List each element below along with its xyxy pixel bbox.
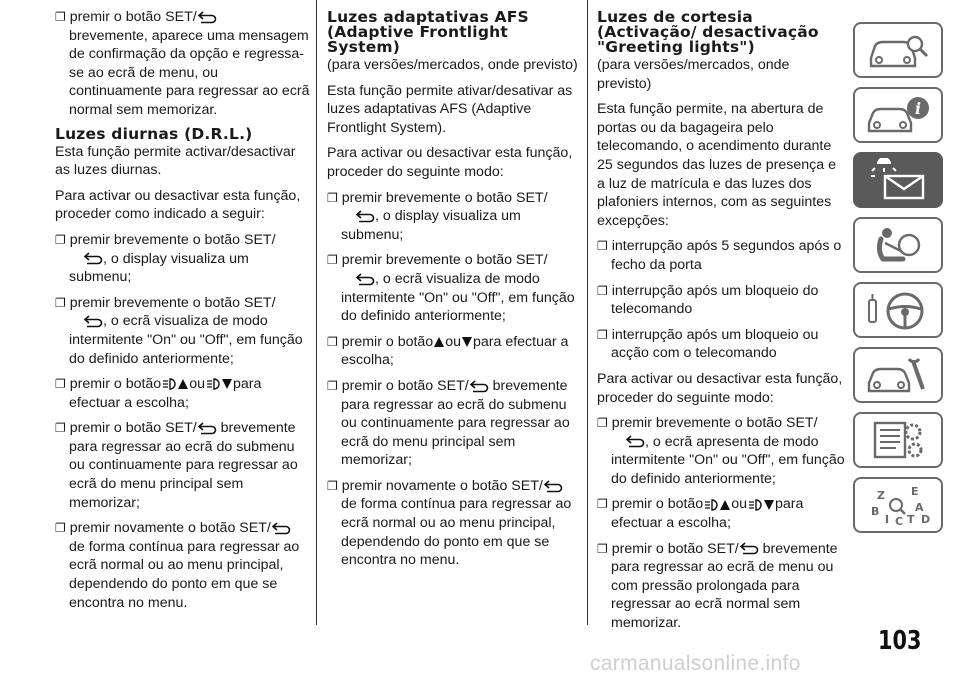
item-text: premir o botão SET/ [69, 420, 197, 437]
item-text: de forma contínua para regressar ao ecrã normal ou ao menu principal, dependendo do ponto em que se encontra no menu. [341, 496, 572, 569]
bullet-glyph: ❐ [327, 334, 338, 349]
tab-car-search[interactable] [853, 22, 943, 78]
list-item [327, 477, 582, 570]
section-subtitle: (para versões/mercados, onde previsto) [597, 57, 790, 92]
item-text: premir o botão SET/ [611, 540, 739, 557]
svg-text:I: I [885, 513, 890, 526]
return-arrow-icon [355, 273, 375, 286]
item-text: premir brevemente o botão SET/ [69, 231, 276, 248]
item-text: premir o botão [341, 333, 434, 350]
list-item [327, 377, 582, 470]
headlight-icon [205, 376, 221, 392]
bullet-glyph: ❐ [55, 232, 66, 247]
item-text: , o display visualiza um submenu; [341, 208, 521, 243]
list-item [55, 419, 310, 512]
list-item [55, 231, 310, 287]
chapter-tabs [853, 22, 945, 542]
item-text: brevemente, aparece uma mensagem de confirmação da opção e regressa-se ao ecrã de menu, ou continuamente para regressar ao ecrã normal sem memorizar. [69, 27, 310, 118]
list-item [597, 495, 845, 532]
item-text: brevemente para regressar ao ecrã de menu ou com pressão prolongada para regressar ao ecrã normal sem memorizar. [611, 540, 838, 632]
item-text: para efectuar a escolha; [611, 496, 804, 532]
tab-driving[interactable] [853, 282, 943, 338]
return-arrow-icon [83, 252, 103, 265]
item-text: para efectuar a escolha; [69, 376, 262, 411]
up-triangle-icon [433, 336, 445, 348]
bullet-glyph: ❐ [55, 10, 66, 24]
item-text: , o ecrã apresenta de modo intermitente "On" ou "Off", em função do definido anteriormente; [611, 433, 845, 487]
headlight-icon [703, 497, 719, 513]
list-item [55, 519, 310, 612]
item-text: ou [445, 333, 461, 350]
list-item [55, 375, 310, 412]
item-text: premir brevemente o botão SET/ [69, 294, 276, 311]
paragraph: Esta função permite ativar/desativar as luzes adaptativas AFS (Adaptive Frontlight System). [327, 82, 573, 136]
tab-lights[interactable] [853, 152, 943, 208]
item-text: para efectuar a escolha; [341, 333, 569, 369]
item-text: ou [189, 376, 205, 393]
bullet-glyph: ❐ [597, 283, 608, 298]
item-text: premir brevemente o botão SET/ [341, 189, 548, 206]
return-arrow-icon [739, 542, 759, 555]
bullet-glyph: ❐ [55, 377, 66, 392]
item-text: interrupção após 5 segundos após o fecho da porta [611, 238, 842, 273]
steering-wheel-icon [863, 288, 933, 332]
list-item [597, 326, 845, 363]
return-arrow-icon [197, 422, 217, 435]
list-item [55, 8, 310, 120]
headlight-icon [747, 497, 763, 513]
bullet-glyph: ❐ [327, 253, 338, 268]
item-text: premir o botão SET/ [341, 377, 469, 394]
return-arrow-icon [543, 480, 563, 493]
watermark: carmanualsonline.info [590, 652, 801, 675]
car-info-icon [863, 93, 933, 137]
item-text: brevemente para regressar ao ecrã do submenu ou continuamente para regressar ao ecrã do menu principal sem memorizar; [69, 420, 298, 511]
item-text: de forma contínua para regressar ao ecrã normal ou ao menu principal, dependendo do ponto em que se encontra no menu. [69, 538, 300, 611]
down-triangle-icon [461, 336, 473, 348]
paragraph: Para activar ou desactivar esta função, proceder como indicado a seguir: [55, 187, 301, 223]
return-arrow-icon [83, 315, 103, 328]
section-heading: Luzes diurnas (D.R.L.) [55, 124, 253, 143]
bullet-glyph: ❐ [597, 239, 608, 254]
item-text: , o ecrã visualiza de modo intermitente "On" ou "Off", em função do definido anteriormente; [69, 313, 303, 367]
item-text: , o display visualiza um submenu; [69, 250, 249, 286]
lights-envelope-icon [863, 158, 933, 202]
section-heading: Luzes de cortesia (Activação/ desactivação "Greeting lights") [597, 8, 819, 56]
bullet-glyph: ❐ [597, 327, 608, 342]
column-divider [316, 0, 317, 625]
svg-text:i: i [914, 99, 922, 118]
tab-emergency[interactable] [853, 347, 943, 403]
bullet-glyph: ❐ [327, 478, 338, 493]
section-subtitle: (para versões/mercados, onde previsto) [327, 57, 578, 73]
bullet-glyph: ❐ [597, 541, 608, 556]
svg-text:Z: Z [877, 489, 885, 502]
paragraph: Esta função permite activar/desactivar as luzes diurnas. [55, 143, 296, 179]
section-heading: Luzes adaptativas AFS (Adaptive Frontlight System) [327, 8, 529, 56]
return-arrow-icon [625, 435, 645, 448]
bullet-glyph: ❐ [327, 378, 338, 393]
paragraph: Para activar ou desactivar esta função, proceder do seguinte modo: [327, 145, 573, 180]
item-text: premir brevemente o botão SET/ [611, 415, 818, 432]
item-text: premir novamente o botão SET/ [341, 477, 543, 494]
list-item [597, 414, 845, 488]
headlight-icon [161, 376, 177, 392]
page-number: 103 [878, 626, 922, 656]
car-search-icon [863, 28, 933, 72]
down-triangle-icon [221, 378, 233, 390]
column-left [55, 8, 310, 619]
list-item [597, 237, 845, 274]
list-item [597, 282, 845, 319]
column-divider [587, 0, 588, 625]
item-text: premir novamente o botão SET/ [69, 520, 271, 537]
tab-maintenance[interactable] [853, 412, 943, 468]
list-item [597, 540, 845, 633]
bullet-glyph: ❐ [55, 421, 66, 436]
svg-text:T: T [907, 513, 915, 526]
bullet-glyph: ❐ [55, 521, 66, 536]
paragraph: Esta função permite, na abertura de portas ou da bagageira pelo telecomando, o acendimento durante 25 segundos das luzes de presença e a luz de matrícula e das luzes dos plafoniers internos, com as seguintes excepções: [597, 101, 836, 229]
column-middle [327, 8, 582, 577]
return-arrow-icon [197, 11, 217, 24]
bullet-glyph: ❐ [327, 190, 338, 205]
list-item [55, 294, 310, 368]
tab-car-info[interactable] [853, 87, 943, 143]
item-text: , o ecrã visualiza de modo intermitente "On" ou "Off", em função do definido anteriormente; [341, 270, 575, 325]
bullet-glyph: ❐ [597, 497, 608, 512]
alphabet-index-icon [863, 483, 933, 527]
list-item [327, 251, 582, 325]
tab-safety[interactable] [853, 217, 943, 273]
checklist-gear-icon [863, 418, 933, 462]
svg-text:E: E [911, 485, 919, 498]
bullet-glyph: ❐ [55, 295, 66, 310]
svg-text:B: B [871, 505, 880, 518]
item-text: premir o botão [69, 376, 162, 393]
airbag-seat-icon [863, 223, 933, 267]
item-text: interrupção após um bloqueio do telecomando [611, 282, 819, 318]
return-arrow-icon [355, 210, 375, 223]
item-text: premir o botão [611, 496, 704, 513]
item-text: ou [731, 496, 747, 513]
svg-text:C: C [895, 515, 904, 527]
item-text: brevemente para regressar ao ecrã do submenu ou continuamente para regressar ao ecrã do menu principal sem memorizar; [341, 377, 570, 469]
list-item [327, 189, 582, 245]
return-arrow-icon [469, 380, 489, 393]
tab-index[interactable] [853, 477, 943, 533]
paragraph: Para activar ou desactivar esta função, proceder do seguinte modo: [597, 370, 843, 406]
bullet-glyph: ❐ [597, 416, 608, 431]
car-wrench-icon [863, 353, 933, 397]
svg-text:A: A [915, 501, 924, 514]
svg-text:D: D [921, 513, 931, 526]
up-triangle-icon [719, 499, 731, 511]
item-text: interrupção após um bloqueio ou acção com o telecomando [611, 326, 819, 362]
list-item [327, 333, 582, 370]
down-triangle-icon [763, 499, 775, 511]
column-right [597, 8, 845, 640]
up-triangle-icon [177, 378, 189, 390]
item-text: premir brevemente o botão SET/ [341, 252, 548, 269]
return-arrow-icon [271, 522, 291, 535]
item-text: premir o botão SET/ [69, 9, 197, 25]
